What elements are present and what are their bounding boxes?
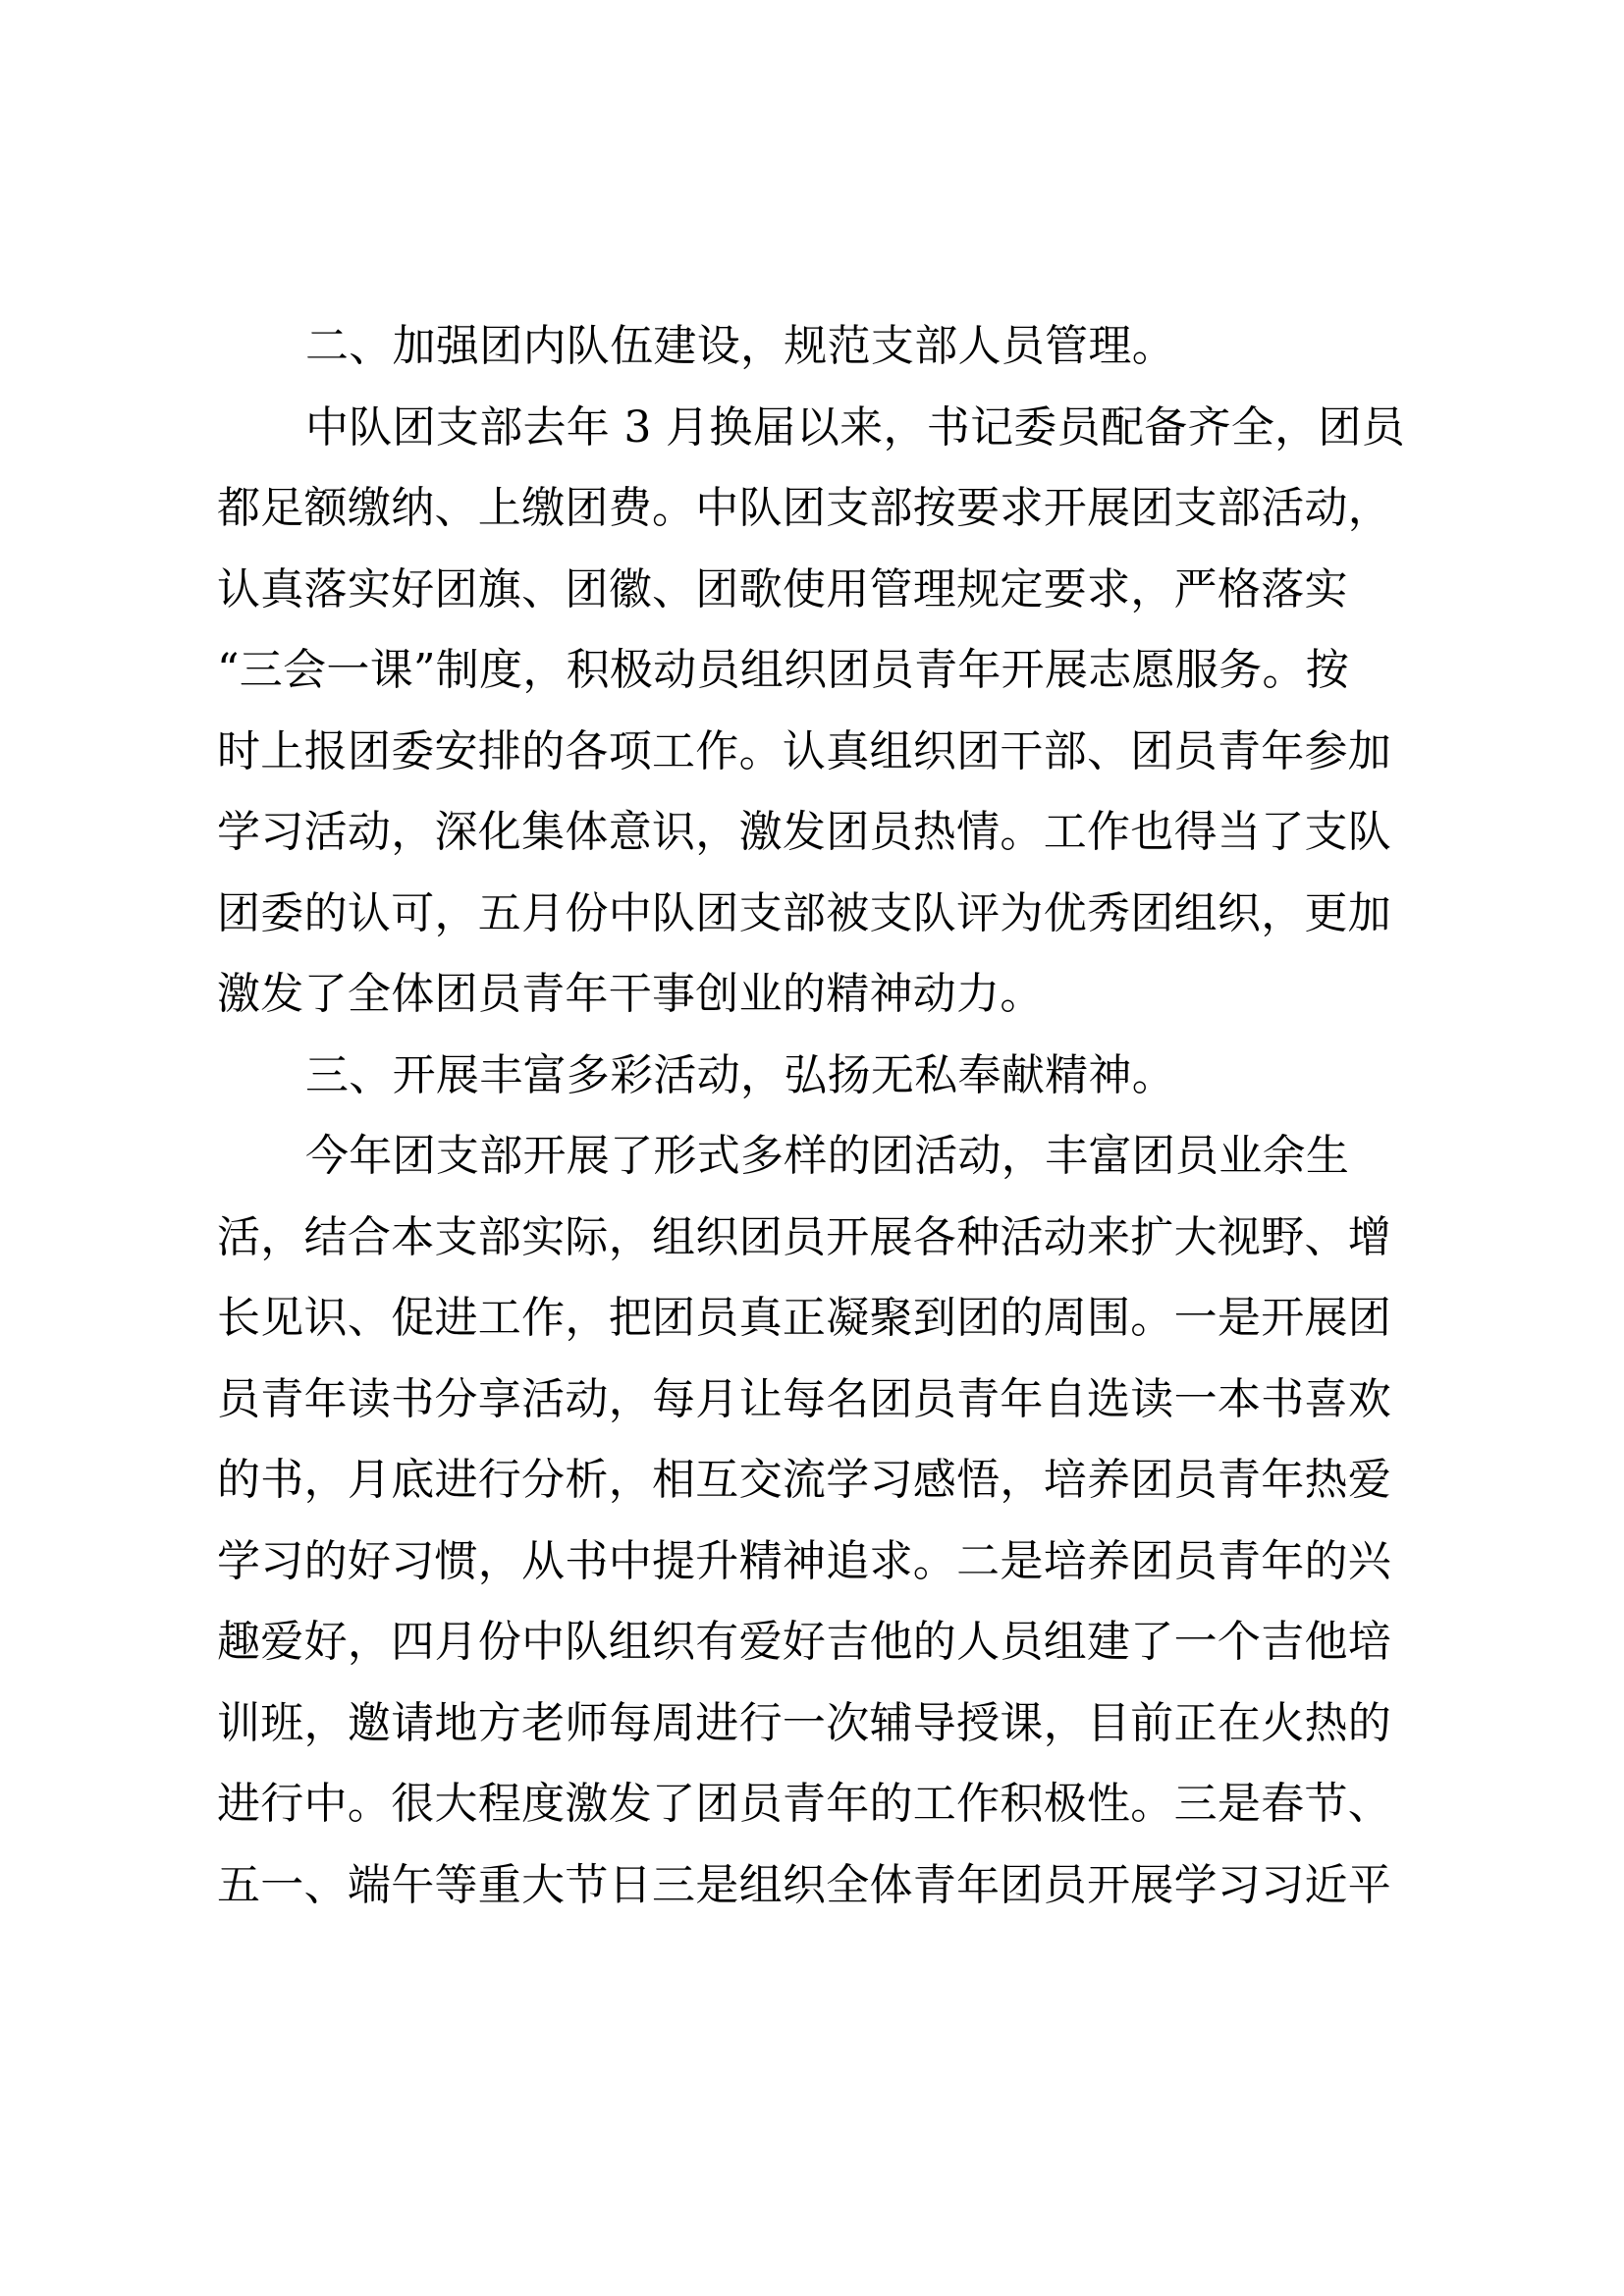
paragraph-line: “三会一课”制度，积极动员组织团员青年开展志愿服务。按 — [217, 645, 1350, 695]
paragraph-line: 激发了全体团员青年干事创业的精神动力。 — [217, 969, 1044, 1019]
paragraph-line: 学习活动，深化集体意识，激发团员热情。工作也得当了支队 — [217, 807, 1392, 857]
paragraph-line: 团委的认可，五月份中队团支部被支队评为优秀团组织，更加 — [217, 887, 1392, 938]
paragraph-line: 中队团支部去年 3 月换届以来，书记委员配备齐全，团员 — [305, 401, 1406, 453]
paragraph-line: 的书，月底进行分析，相互交流学习感悟，培养团员青年热爱 — [217, 1455, 1392, 1505]
paragraph-line: 都足额缴纳、上缴团费。中队团支部按要求开展团支部活动， — [217, 483, 1392, 533]
paragraph-line: 学习的好习惯，从书中提升精神追求。二是培养团员青年的兴 — [217, 1535, 1392, 1586]
paragraph-line: 进行中。很大程度激发了团员青年的工作积极性。三是春节、 — [217, 1779, 1392, 1829]
paragraph-line: 趣爱好，四月份中队组织有爱好吉他的人员组建了一个吉他培 — [217, 1617, 1392, 1667]
paragraph-line: 认真落实好团旗、团徽、团歌使用管理规定要求，严格落实 — [217, 563, 1348, 614]
paragraph-line: 训班，邀请地方老师每周进行一次辅导授课，目前正在火热的 — [217, 1697, 1392, 1748]
paragraph — [217, 388, 1410, 1036]
paragraph-line: 活，结合本支部实际，组织团员开展各种活动来扩大视野、增 — [217, 1211, 1392, 1262]
paragraph-line: 时上报团委安排的各项工作。认真组织团干部、团员青年参加 — [217, 725, 1392, 776]
paragraph-line: 五一、端午等重大节日三是组织全体青年团员开展学习习近平 — [217, 1859, 1392, 1910]
paragraph — [217, 1116, 1410, 1926]
paragraph-line: 员青年读书分享活动，每月让每名团员青年自选读一本书喜欢 — [217, 1373, 1392, 1424]
paragraph-line: 长见识、促进工作，把团员真正凝聚到团的周围。一是开展团 — [217, 1293, 1392, 1343]
document-page — [217, 306, 1410, 1926]
paragraph-line: 今年团支部开展了形式多样的团活动，丰富团员业余生 — [305, 1131, 1350, 1181]
section-heading: 二、加强团内队伍建设，规范支部人员管理。 — [305, 321, 1175, 371]
section-heading: 三、开展丰富多彩活动，弘扬无私奉献精神。 — [305, 1049, 1175, 1100]
